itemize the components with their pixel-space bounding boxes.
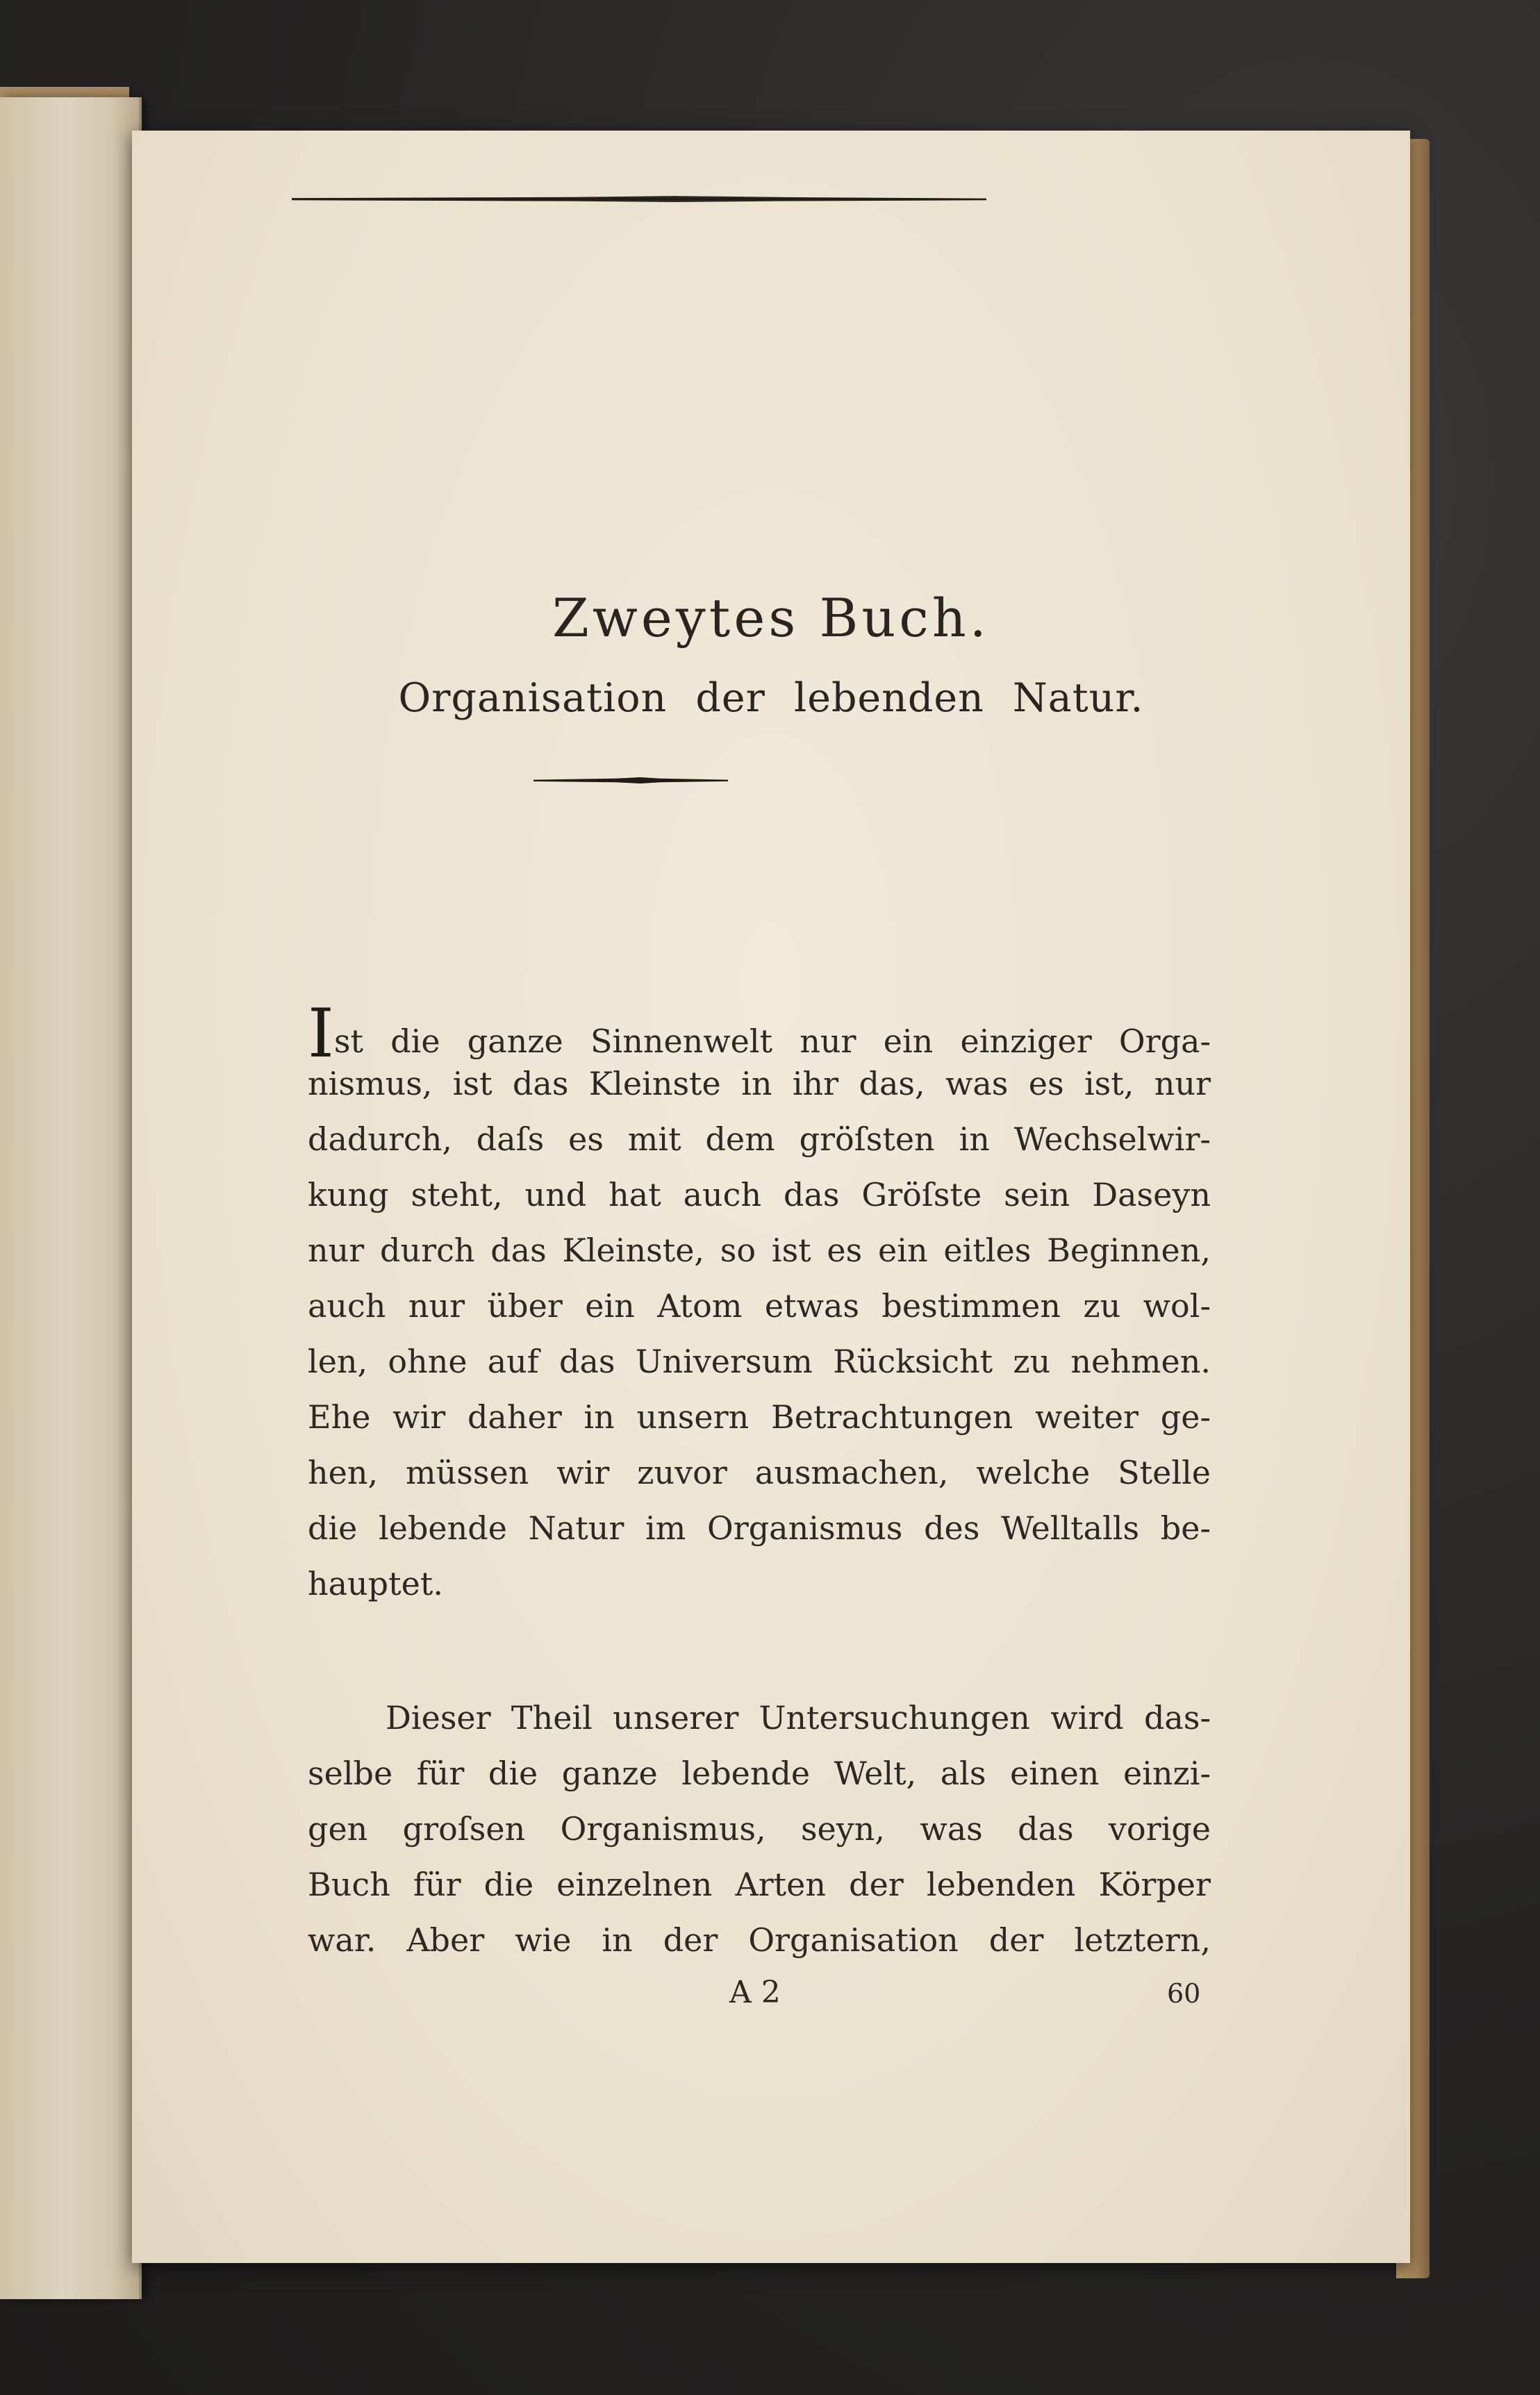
text-line: Ist die ganze Sinnenwelt nur ein einziger Orga- <box>308 995 1211 1072</box>
text-line: auch nur über ein Atom etwas bestimmen zu wol- <box>308 1287 1211 1325</box>
book-title: Zweytes Buch. <box>552 587 990 649</box>
text-line: gen groſsen Organismus, seyn, was das vorige <box>308 1810 1211 1848</box>
text-line: war. Aber wie in der Organisation der letztern, <box>308 1921 1211 1959</box>
text-line: die lebende Natur im Organismus des Welltalls be- <box>308 1509 1211 1547</box>
text-line: kung steht, und hat auch das Gröſste sein Daseyn <box>308 1176 1211 1213</box>
facing-page-edge <box>0 97 142 2299</box>
text-line: selbe für die ganze lebende Welt, als einen einzi- <box>308 1755 1211 1792</box>
text-line: Buch für die einzelnen Arten der lebenden Körper <box>308 1866 1211 1903</box>
folio-number: 60 <box>1167 1978 1201 2009</box>
text-line: nismus, ist das Kleinste in ihr das, was es ist, nur <box>308 1065 1211 1102</box>
text-line: dadurch, daſs es mit dem gröſsten in Wechselwir- <box>308 1120 1211 1158</box>
signature-mark: A 2 <box>729 1975 781 2010</box>
text-line: hauptet. <box>308 1565 443 1602</box>
text-line: nur durch das Kleinste, so ist es ein eitles Beginnen, <box>308 1232 1211 1269</box>
drop-cap: I <box>308 995 334 1072</box>
paragraph-2 <box>308 1690 1211 1968</box>
text-line: Ehe wir daher in unsern Betrachtungen weiter ge- <box>308 1398 1211 1436</box>
paragraph-1 <box>308 995 1211 1611</box>
text-line: hen, müssen wir zuvor ausmachen, welche Stelle <box>308 1454 1211 1491</box>
text-line: len, ohne auf das Universum Rücksicht zu nehmen. <box>308 1343 1211 1380</box>
text-line: Dieser Theil unserer Untersuchungen wird das- <box>386 1699 1211 1737</box>
book-subtitle: Organisation der lebenden Natur. <box>398 675 1144 721</box>
